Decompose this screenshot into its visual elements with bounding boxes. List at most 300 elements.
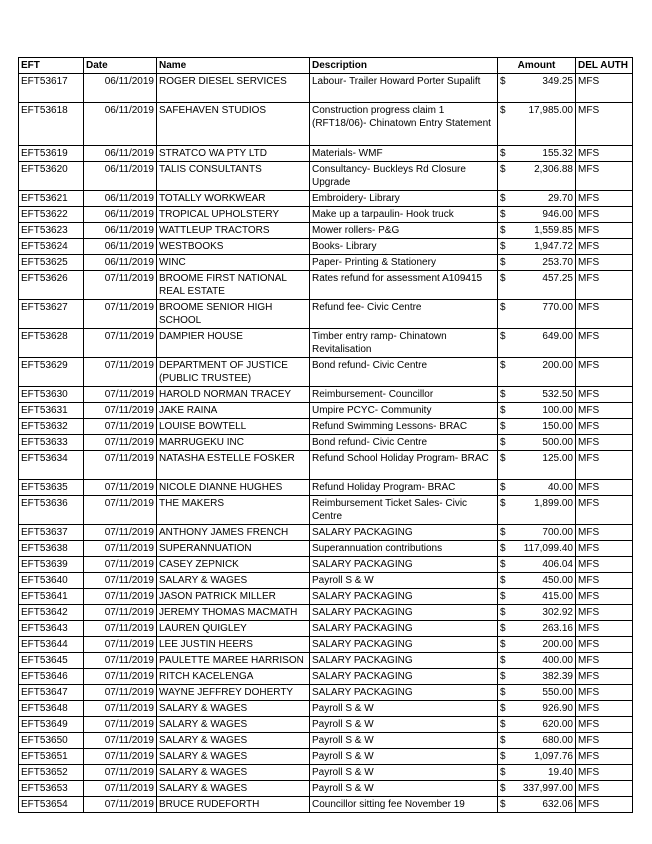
- amount-value: 700.00: [542, 527, 573, 538]
- currency-symbol: $: [500, 209, 506, 220]
- cell-del-auth: MFS: [576, 653, 633, 669]
- cell-del-auth: MFS: [576, 685, 633, 701]
- cell-name: WAYNE JEFFREY DOHERTY: [157, 685, 310, 701]
- cell-date: 06/11/2019: [84, 207, 157, 223]
- cell-name: SALARY & WAGES: [157, 749, 310, 765]
- cell-amount: [498, 621, 576, 637]
- currency-symbol: $: [500, 405, 506, 416]
- payments-table: [18, 57, 633, 813]
- cell-del-auth: MFS: [576, 733, 633, 749]
- cell-eft: EFT53635: [19, 480, 84, 496]
- amount-value: 415.00: [542, 591, 573, 602]
- cell-name: JEREMY THOMAS MACMATH: [157, 605, 310, 621]
- amount-value: 400.00: [542, 655, 573, 666]
- table-row: [19, 717, 633, 733]
- cell-eft: EFT53654: [19, 797, 84, 813]
- cell-del-auth: MFS: [576, 765, 633, 781]
- cell-amount: [498, 223, 576, 239]
- amount-value: 200.00: [542, 639, 573, 650]
- table-row: [19, 557, 633, 573]
- cell-description: Refund Swimming Lessons- BRAC: [310, 419, 498, 435]
- cell-del-auth: MFS: [576, 162, 633, 191]
- table-row: [19, 435, 633, 451]
- currency-symbol: $: [500, 559, 506, 570]
- cell-date: 07/11/2019: [84, 781, 157, 797]
- cell-name: SALARY & WAGES: [157, 765, 310, 781]
- currency-symbol: $: [500, 225, 506, 236]
- cell-del-auth: MFS: [576, 797, 633, 813]
- cell-date: 07/11/2019: [84, 733, 157, 749]
- cell-date: 07/11/2019: [84, 797, 157, 813]
- cell-eft: EFT53642: [19, 605, 84, 621]
- cell-date: 07/11/2019: [84, 496, 157, 525]
- cell-name: LAUREN QUIGLEY: [157, 621, 310, 637]
- cell-name: SALARY & WAGES: [157, 573, 310, 589]
- cell-del-auth: MFS: [576, 239, 633, 255]
- amount-value: 550.00: [542, 687, 573, 698]
- cell-date: 07/11/2019: [84, 605, 157, 621]
- cell-date: 07/11/2019: [84, 403, 157, 419]
- table-row: [19, 573, 633, 589]
- cell-amount: [498, 387, 576, 403]
- cell-description: Labour- Trailer Howard Porter Supalift: [310, 74, 498, 103]
- cell-date: 07/11/2019: [84, 541, 157, 557]
- cell-description: Timber entry ramp- Chinatown Revitalisation: [310, 329, 498, 358]
- cell-eft: EFT53618: [19, 103, 84, 146]
- table-row: [19, 765, 633, 781]
- cell-amount: [498, 403, 576, 419]
- currency-symbol: $: [500, 767, 506, 778]
- cell-date: 07/11/2019: [84, 749, 157, 765]
- cell-amount: [498, 797, 576, 813]
- table-row: [19, 191, 633, 207]
- table-row: [19, 207, 633, 223]
- cell-del-auth: MFS: [576, 103, 633, 146]
- cell-date: 07/11/2019: [84, 765, 157, 781]
- cell-description: Superannuation contributions: [310, 541, 498, 557]
- currency-symbol: $: [500, 639, 506, 650]
- cell-description: Bond refund- Civic Centre: [310, 435, 498, 451]
- cell-eft: EFT53634: [19, 451, 84, 480]
- cell-name: SALARY & WAGES: [157, 733, 310, 749]
- cell-date: 07/11/2019: [84, 451, 157, 480]
- amount-value: 17,985.00: [528, 105, 573, 116]
- cell-amount: [498, 496, 576, 525]
- cell-description: Consultancy- Buckleys Rd Closure Upgrade: [310, 162, 498, 191]
- cell-date: 06/11/2019: [84, 239, 157, 255]
- table-row: [19, 358, 633, 387]
- currency-symbol: $: [500, 623, 506, 634]
- currency-symbol: $: [500, 575, 506, 586]
- amount-value: 40.00: [547, 482, 573, 493]
- col-header-del-auth: DEL AUTH: [576, 58, 633, 74]
- amount-value: 155.32: [542, 148, 573, 159]
- amount-value: 200.00: [542, 360, 573, 371]
- cell-name: STRATCO WA PTY LTD: [157, 146, 310, 162]
- cell-description: Construction progress claim 1 (RFT18/06)- Chinatown Entry Statement: [310, 103, 498, 146]
- cell-eft: EFT53647: [19, 685, 84, 701]
- table-row: [19, 255, 633, 271]
- cell-date: 07/11/2019: [84, 358, 157, 387]
- currency-symbol: $: [500, 302, 506, 313]
- table-row: [19, 685, 633, 701]
- cell-del-auth: MFS: [576, 223, 633, 239]
- cell-amount: [498, 557, 576, 573]
- cell-del-auth: MFS: [576, 300, 633, 329]
- cell-amount: [498, 329, 576, 358]
- cell-name: BROOME SENIOR HIGH SCHOOL: [157, 300, 310, 329]
- amount-value: 946.00: [542, 209, 573, 220]
- cell-del-auth: MFS: [576, 403, 633, 419]
- currency-symbol: $: [500, 671, 506, 682]
- cell-amount: [498, 239, 576, 255]
- currency-symbol: $: [500, 591, 506, 602]
- col-header-name: Name: [157, 58, 310, 74]
- header-row: [19, 58, 633, 74]
- cell-name: ROGER DIESEL SERVICES: [157, 74, 310, 103]
- cell-description: Payroll S & W: [310, 765, 498, 781]
- cell-eft: EFT53622: [19, 207, 84, 223]
- table-row: [19, 525, 633, 541]
- cell-name: SAFEHAVEN STUDIOS: [157, 103, 310, 146]
- cell-description: Reimbursement- Councillor: [310, 387, 498, 403]
- cell-name: SALARY & WAGES: [157, 717, 310, 733]
- cell-date: 07/11/2019: [84, 701, 157, 717]
- cell-description: Rates refund for assessment A109415: [310, 271, 498, 300]
- currency-symbol: $: [500, 687, 506, 698]
- cell-date: 07/11/2019: [84, 387, 157, 403]
- cell-description: SALARY PACKAGING: [310, 605, 498, 621]
- cell-del-auth: MFS: [576, 525, 633, 541]
- cell-amount: [498, 733, 576, 749]
- cell-eft: EFT53625: [19, 255, 84, 271]
- amount-value: 302.92: [542, 607, 573, 618]
- cell-eft: EFT53650: [19, 733, 84, 749]
- table-row: [19, 223, 633, 239]
- cell-eft: EFT53633: [19, 435, 84, 451]
- cell-eft: EFT53624: [19, 239, 84, 255]
- currency-symbol: $: [500, 273, 506, 284]
- cell-description: SALARY PACKAGING: [310, 637, 498, 653]
- cell-del-auth: MFS: [576, 451, 633, 480]
- cell-name: SALARY & WAGES: [157, 781, 310, 797]
- table-row: [19, 637, 633, 653]
- cell-name: NATASHA ESTELLE FOSKER: [157, 451, 310, 480]
- currency-symbol: $: [500, 164, 506, 175]
- table-row: [19, 701, 633, 717]
- cell-description: Payroll S & W: [310, 573, 498, 589]
- cell-date: 06/11/2019: [84, 146, 157, 162]
- cell-del-auth: MFS: [576, 589, 633, 605]
- cell-del-auth: MFS: [576, 717, 633, 733]
- cell-eft: EFT53649: [19, 717, 84, 733]
- cell-amount: [498, 573, 576, 589]
- amount-value: 1,559.85: [534, 225, 573, 236]
- cell-del-auth: MFS: [576, 419, 633, 435]
- cell-date: 06/11/2019: [84, 162, 157, 191]
- currency-symbol: $: [500, 751, 506, 762]
- table-row: [19, 451, 633, 480]
- cell-description: SALARY PACKAGING: [310, 589, 498, 605]
- cell-date: 07/11/2019: [84, 300, 157, 329]
- cell-date: 07/11/2019: [84, 637, 157, 653]
- cell-name: CASEY ZEPNICK: [157, 557, 310, 573]
- cell-amount: [498, 74, 576, 103]
- cell-amount: [498, 207, 576, 223]
- currency-symbol: $: [500, 241, 506, 252]
- amount-value: 770.00: [542, 302, 573, 313]
- currency-symbol: $: [500, 527, 506, 538]
- cell-amount: [498, 480, 576, 496]
- cell-description: Councillor sitting fee November 19: [310, 797, 498, 813]
- cell-description: SALARY PACKAGING: [310, 653, 498, 669]
- cell-amount: [498, 541, 576, 557]
- amount-value: 926.90: [542, 703, 573, 714]
- cell-name: DEPARTMENT OF JUSTICE (PUBLIC TRUSTEE): [157, 358, 310, 387]
- cell-name: NICOLE DIANNE HUGHES: [157, 480, 310, 496]
- cell-name: DAMPIER HOUSE: [157, 329, 310, 358]
- cell-amount: [498, 300, 576, 329]
- amount-value: 29.70: [547, 193, 573, 204]
- cell-date: 07/11/2019: [84, 589, 157, 605]
- currency-symbol: $: [500, 498, 506, 509]
- cell-date: 07/11/2019: [84, 653, 157, 669]
- cell-eft: EFT53646: [19, 669, 84, 685]
- currency-symbol: $: [500, 799, 506, 810]
- cell-del-auth: MFS: [576, 329, 633, 358]
- table-row: [19, 480, 633, 496]
- cell-eft: EFT53637: [19, 525, 84, 541]
- table-row: [19, 271, 633, 300]
- table-row: [19, 103, 633, 146]
- cell-description: Reimbursement Ticket Sales- Civic Centre: [310, 496, 498, 525]
- cell-amount: [498, 191, 576, 207]
- cell-del-auth: MFS: [576, 387, 633, 403]
- cell-del-auth: MFS: [576, 480, 633, 496]
- cell-amount: [498, 162, 576, 191]
- cell-description: Umpire PCYC- Community: [310, 403, 498, 419]
- currency-symbol: $: [500, 257, 506, 268]
- table-row: [19, 781, 633, 797]
- table-row: [19, 589, 633, 605]
- cell-amount: [498, 435, 576, 451]
- col-header-description: Description: [310, 58, 498, 74]
- cell-del-auth: MFS: [576, 255, 633, 271]
- cell-description: SALARY PACKAGING: [310, 557, 498, 573]
- currency-symbol: $: [500, 735, 506, 746]
- currency-symbol: $: [500, 655, 506, 666]
- cell-amount: [498, 781, 576, 797]
- cell-amount: [498, 669, 576, 685]
- cell-eft: EFT53648: [19, 701, 84, 717]
- cell-del-auth: MFS: [576, 191, 633, 207]
- cell-del-auth: MFS: [576, 637, 633, 653]
- cell-description: Paper- Printing & Stationery: [310, 255, 498, 271]
- currency-symbol: $: [500, 389, 506, 400]
- cell-description: Bond refund- Civic Centre: [310, 358, 498, 387]
- amount-value: 263.16: [542, 623, 573, 634]
- currency-symbol: $: [500, 453, 506, 464]
- table-row: [19, 797, 633, 813]
- amount-value: 349.25: [542, 76, 573, 87]
- cell-date: 06/11/2019: [84, 191, 157, 207]
- cell-name: THE MAKERS: [157, 496, 310, 525]
- cell-amount: [498, 717, 576, 733]
- cell-eft: EFT53652: [19, 765, 84, 781]
- cell-name: LOUISE BOWTELL: [157, 419, 310, 435]
- cell-amount: [498, 749, 576, 765]
- cell-amount: [498, 589, 576, 605]
- currency-symbol: $: [500, 421, 506, 432]
- cell-date: 06/11/2019: [84, 255, 157, 271]
- cell-date: 07/11/2019: [84, 573, 157, 589]
- cell-description: Books- Library: [310, 239, 498, 255]
- cell-date: 07/11/2019: [84, 480, 157, 496]
- cell-amount: [498, 255, 576, 271]
- cell-date: 06/11/2019: [84, 103, 157, 146]
- cell-name: TROPICAL UPHOLSTERY: [157, 207, 310, 223]
- table-row: [19, 300, 633, 329]
- cell-eft: EFT53638: [19, 541, 84, 557]
- amount-value: 1,899.00: [534, 498, 573, 509]
- cell-date: 07/11/2019: [84, 685, 157, 701]
- cell-del-auth: MFS: [576, 669, 633, 685]
- cell-description: Refund School Holiday Program- BRAC: [310, 451, 498, 480]
- cell-eft: EFT53626: [19, 271, 84, 300]
- cell-name: TOTALLY WORKWEAR: [157, 191, 310, 207]
- cell-date: 07/11/2019: [84, 557, 157, 573]
- cell-eft: EFT53617: [19, 74, 84, 103]
- cell-name: PAULETTE MAREE HARRISON: [157, 653, 310, 669]
- amount-value: 150.00: [542, 421, 573, 432]
- table-body: [19, 74, 633, 813]
- cell-description: Mower rollers- P&G: [310, 223, 498, 239]
- currency-symbol: $: [500, 331, 506, 342]
- cell-amount: [498, 146, 576, 162]
- cell-eft: EFT53644: [19, 637, 84, 653]
- cell-eft: EFT53628: [19, 329, 84, 358]
- amount-value: 1,947.72: [534, 241, 573, 252]
- cell-amount: [498, 637, 576, 653]
- cell-del-auth: MFS: [576, 271, 633, 300]
- cell-eft: EFT53631: [19, 403, 84, 419]
- table-header: [19, 58, 633, 74]
- cell-description: Payroll S & W: [310, 749, 498, 765]
- table-row: [19, 239, 633, 255]
- cell-description: SALARY PACKAGING: [310, 525, 498, 541]
- cell-del-auth: MFS: [576, 435, 633, 451]
- amount-value: 337,997.00: [522, 783, 573, 794]
- cell-date: 07/11/2019: [84, 525, 157, 541]
- amount-value: 500.00: [542, 437, 573, 448]
- cell-eft: EFT53653: [19, 781, 84, 797]
- cell-date: 06/11/2019: [84, 74, 157, 103]
- table-row: [19, 329, 633, 358]
- currency-symbol: $: [500, 783, 506, 794]
- cell-description: Make up a tarpaulin- Hook truck: [310, 207, 498, 223]
- table-row: [19, 733, 633, 749]
- cell-amount: [498, 605, 576, 621]
- cell-eft: EFT53623: [19, 223, 84, 239]
- cell-eft: EFT53629: [19, 358, 84, 387]
- cell-name: MARRUGEKU INC: [157, 435, 310, 451]
- table-row: [19, 605, 633, 621]
- cell-amount: [498, 685, 576, 701]
- cell-amount: [498, 419, 576, 435]
- amount-value: 532.50: [542, 389, 573, 400]
- table-row: [19, 541, 633, 557]
- cell-eft: EFT53639: [19, 557, 84, 573]
- cell-description: Refund Holiday Program- BRAC: [310, 480, 498, 496]
- cell-name: RITCH KACELENGA: [157, 669, 310, 685]
- cell-eft: EFT53620: [19, 162, 84, 191]
- cell-amount: [498, 701, 576, 717]
- cell-name: WATTLEUP TRACTORS: [157, 223, 310, 239]
- cell-del-auth: MFS: [576, 701, 633, 717]
- amount-value: 632.06: [542, 799, 573, 810]
- cell-del-auth: MFS: [576, 146, 633, 162]
- currency-symbol: $: [500, 76, 506, 87]
- cell-description: Payroll S & W: [310, 717, 498, 733]
- cell-name: SUPERANNUATION: [157, 541, 310, 557]
- cell-date: 06/11/2019: [84, 223, 157, 239]
- cell-eft: EFT53636: [19, 496, 84, 525]
- table-row: [19, 621, 633, 637]
- cell-date: 07/11/2019: [84, 435, 157, 451]
- currency-symbol: $: [500, 105, 506, 116]
- table-row: [19, 403, 633, 419]
- cell-eft: EFT53645: [19, 653, 84, 669]
- amount-value: 457.25: [542, 273, 573, 284]
- cell-del-auth: MFS: [576, 541, 633, 557]
- cell-description: SALARY PACKAGING: [310, 669, 498, 685]
- currency-symbol: $: [500, 360, 506, 371]
- cell-del-auth: MFS: [576, 358, 633, 387]
- cell-amount: [498, 765, 576, 781]
- cell-name: BRUCE RUDEFORTH: [157, 797, 310, 813]
- cell-amount: [498, 103, 576, 146]
- cell-del-auth: MFS: [576, 781, 633, 797]
- cell-eft: EFT53621: [19, 191, 84, 207]
- amount-value: 2,306.88: [534, 164, 573, 175]
- amount-value: 450.00: [542, 575, 573, 586]
- cell-description: Payroll S & W: [310, 701, 498, 717]
- currency-symbol: $: [500, 437, 506, 448]
- currency-symbol: $: [500, 482, 506, 493]
- cell-name: LEE JUSTIN HEERS: [157, 637, 310, 653]
- cell-del-auth: MFS: [576, 573, 633, 589]
- cell-eft: EFT53630: [19, 387, 84, 403]
- cell-eft: EFT53651: [19, 749, 84, 765]
- cell-description: Refund fee- Civic Centre: [310, 300, 498, 329]
- amount-value: 649.00: [542, 331, 573, 342]
- cell-date: 07/11/2019: [84, 329, 157, 358]
- cell-amount: [498, 653, 576, 669]
- amount-value: 100.00: [542, 405, 573, 416]
- cell-description: Materials- WMF: [310, 146, 498, 162]
- currency-symbol: $: [500, 148, 506, 159]
- cell-del-auth: MFS: [576, 496, 633, 525]
- table-row: [19, 162, 633, 191]
- table-row: [19, 653, 633, 669]
- cell-del-auth: MFS: [576, 749, 633, 765]
- cell-amount: [498, 451, 576, 480]
- cell-eft: EFT53627: [19, 300, 84, 329]
- table-row: [19, 419, 633, 435]
- cell-description: SALARY PACKAGING: [310, 621, 498, 637]
- col-header-eft: EFT: [19, 58, 84, 74]
- cell-name: JASON PATRICK MILLER: [157, 589, 310, 605]
